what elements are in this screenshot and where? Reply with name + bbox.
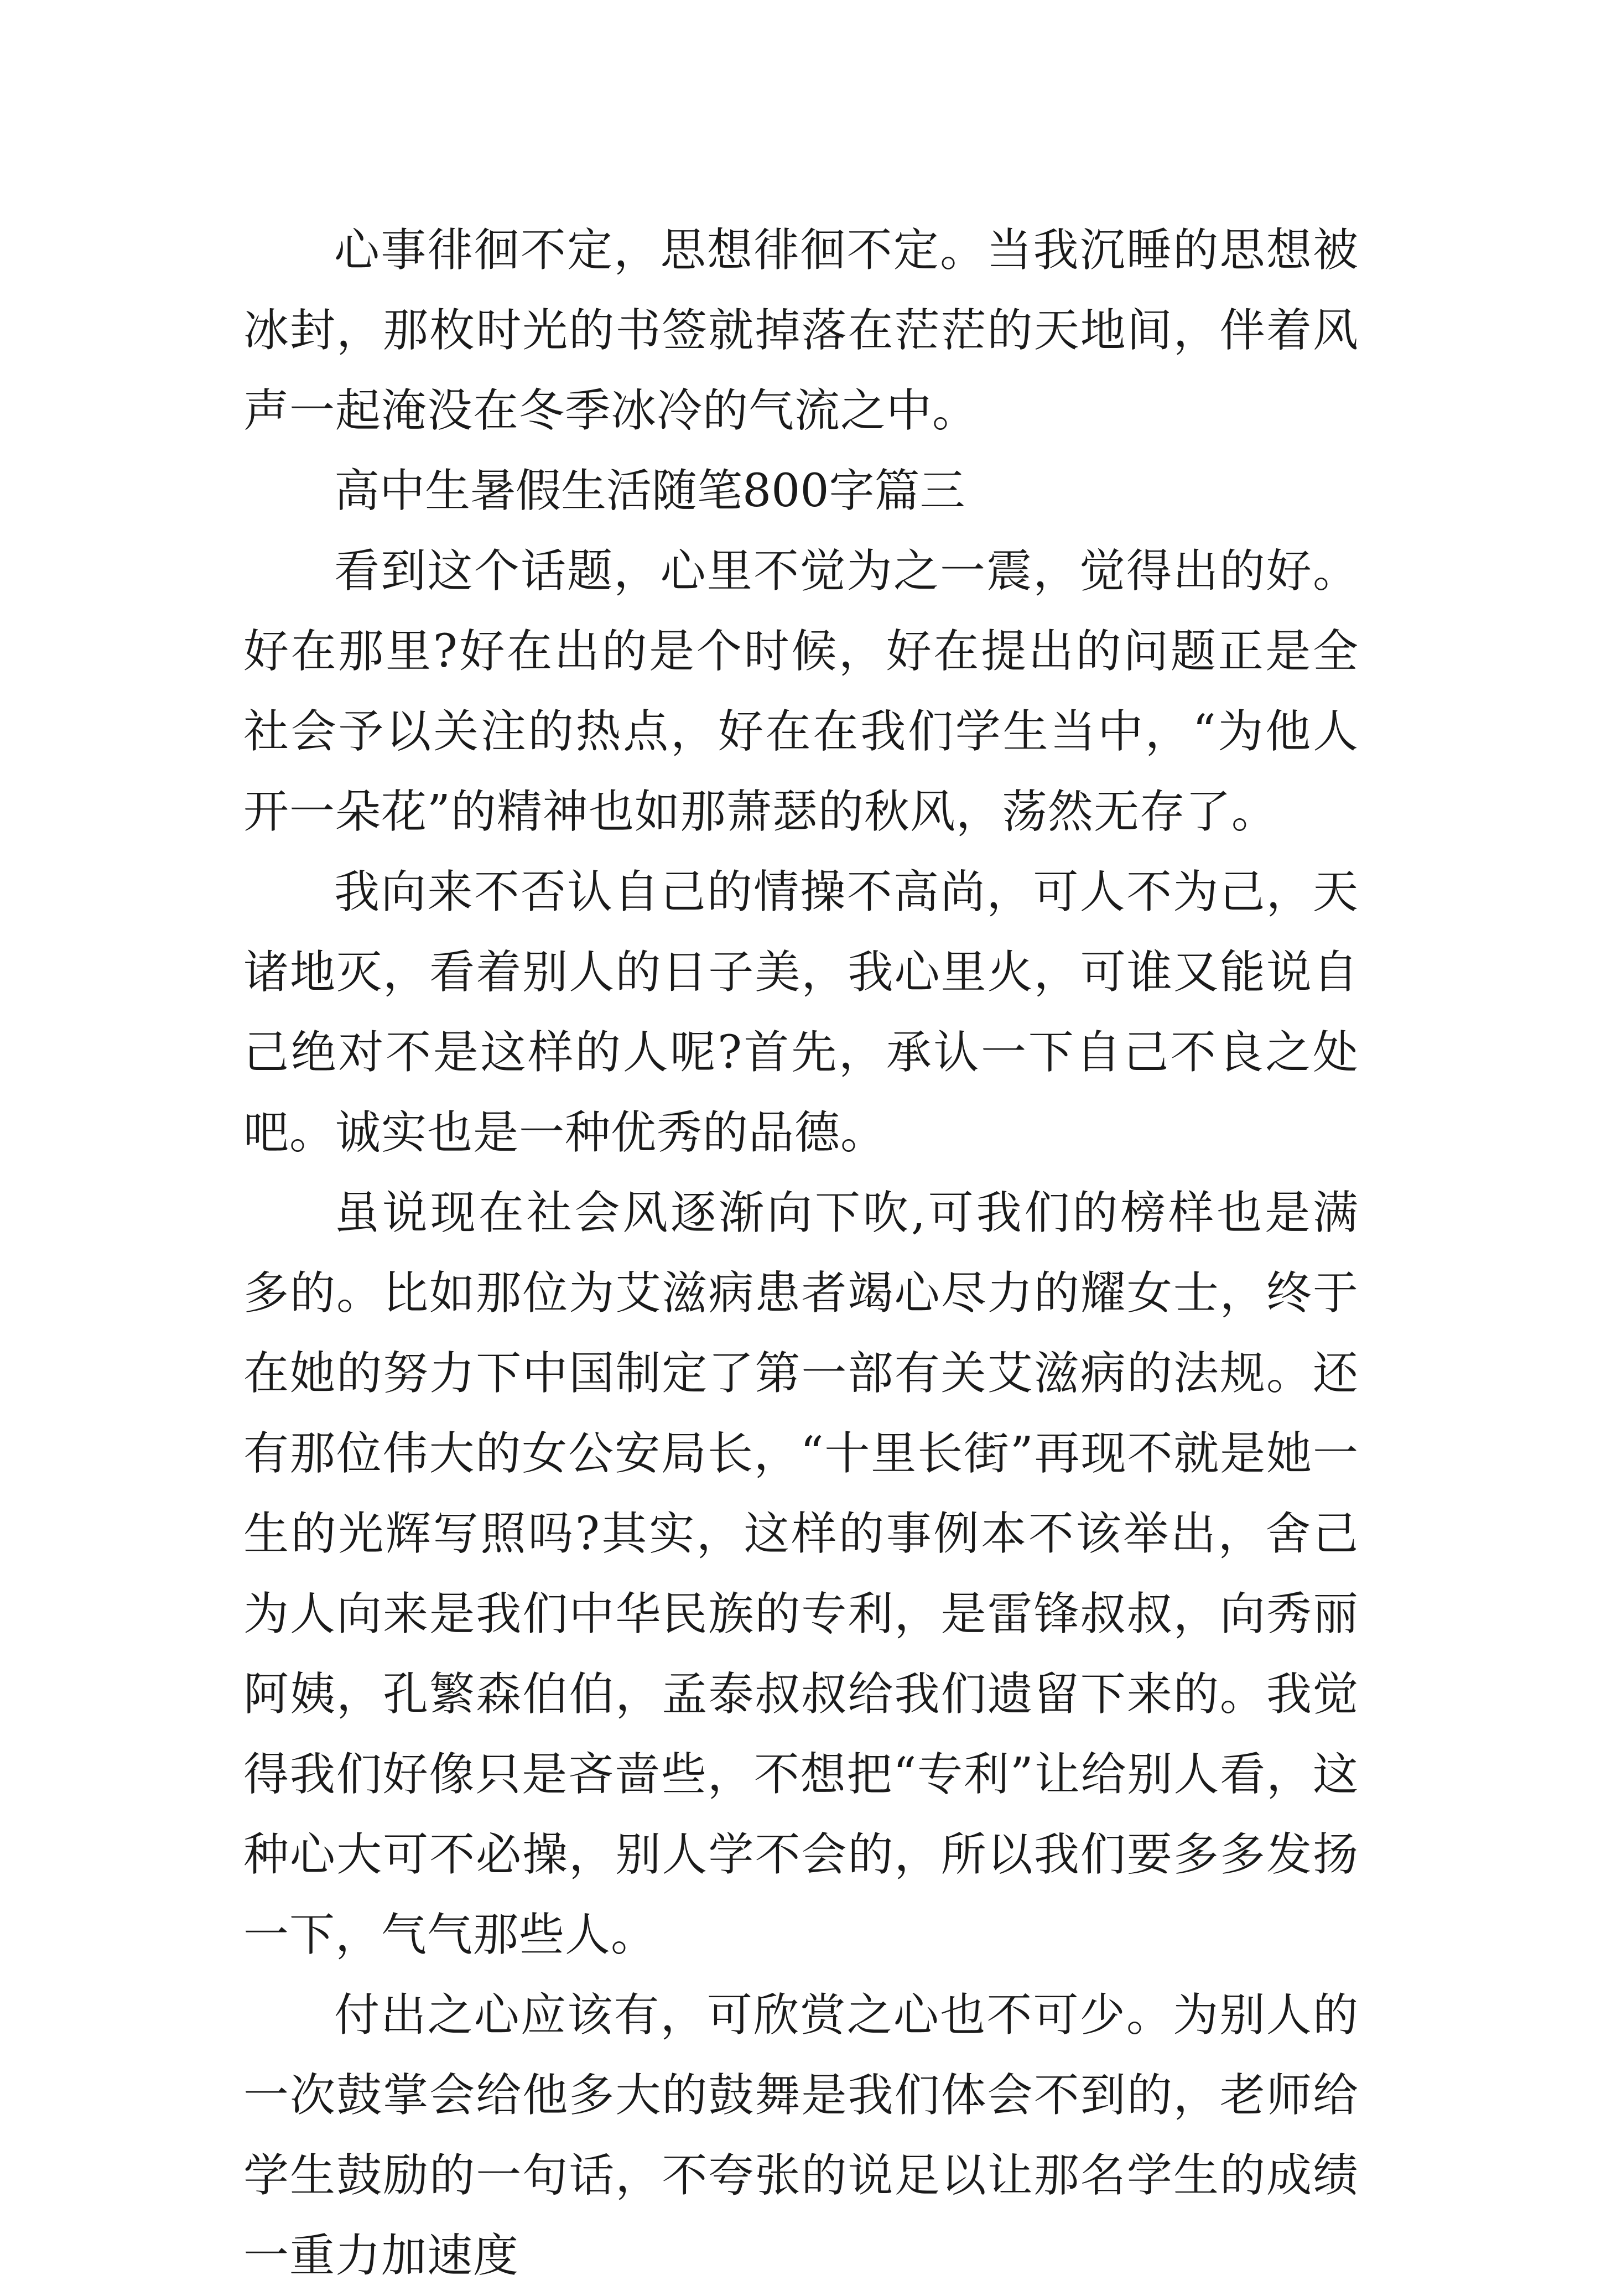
paragraph-3: 我向来不否认自己的情操不高尚，可人不为己，天诸地灭，看着别人的日子美，我心里火，可谁又能说自己绝对不是这样的人呢?首先，承认一下自己不良之处吧。诚实也是一种优秀的品德。 (243, 866, 1359, 1159)
paragraph-2: 看到这个话题，心里不觉为之一震，觉得出的好。好在那里?好在出的是个时候，好在提出的问题正是全社会予以关注的热点，好在在我们学生当中，“为他人开一朵花”的精神也如那萧瑟的秋风，荡然无存了。 (243, 545, 1359, 838)
paragraph-5: 付出之心应该有，可欣赏之心也不可少。为别人的一次鼓掌会给他多大的鼓舞是我们体会不到的，老师给学生鼓励的一句话，不夸张的说足以让那名学生的成绩一重力加速度 (243, 1989, 1359, 2282)
document-body (243, 210, 1359, 2296)
paragraph-4: 虽说现在社会风逐渐向下吹,可我们的榜样也是满多的。比如那位为艾滋病患者竭心尽力的耀女士，终于在她的努力下中国制定了第一部有关艾滋病的法规。还有那位伟大的女公安局长，“十里长街”再现不就是她一生的光辉写照吗?其实，这样的事例本不该举出，舍己为人向来是我们中华民族的专利，是雷锋叔叔，向秀丽阿姨，孔繁森伯伯，孟泰叔叔给我们遗留下来的。我觉得我们好像只是吝啬些，不想把“专利”让给别人看，这种心大可不必操，别人学不会的，所以我们要多多发扬一下，气气那些人。 (243, 1187, 1359, 1961)
paragraph-1: 心事徘徊不定，思想徘徊不定。当我沉睡的思想被冰封，那枚时光的书签就掉落在茫茫的天地间，伴着风声一起淹没在冬季冰冷的气流之中。 (243, 224, 1359, 437)
section-heading: 高中生暑假生活随笔800字篇三 (334, 465, 965, 517)
